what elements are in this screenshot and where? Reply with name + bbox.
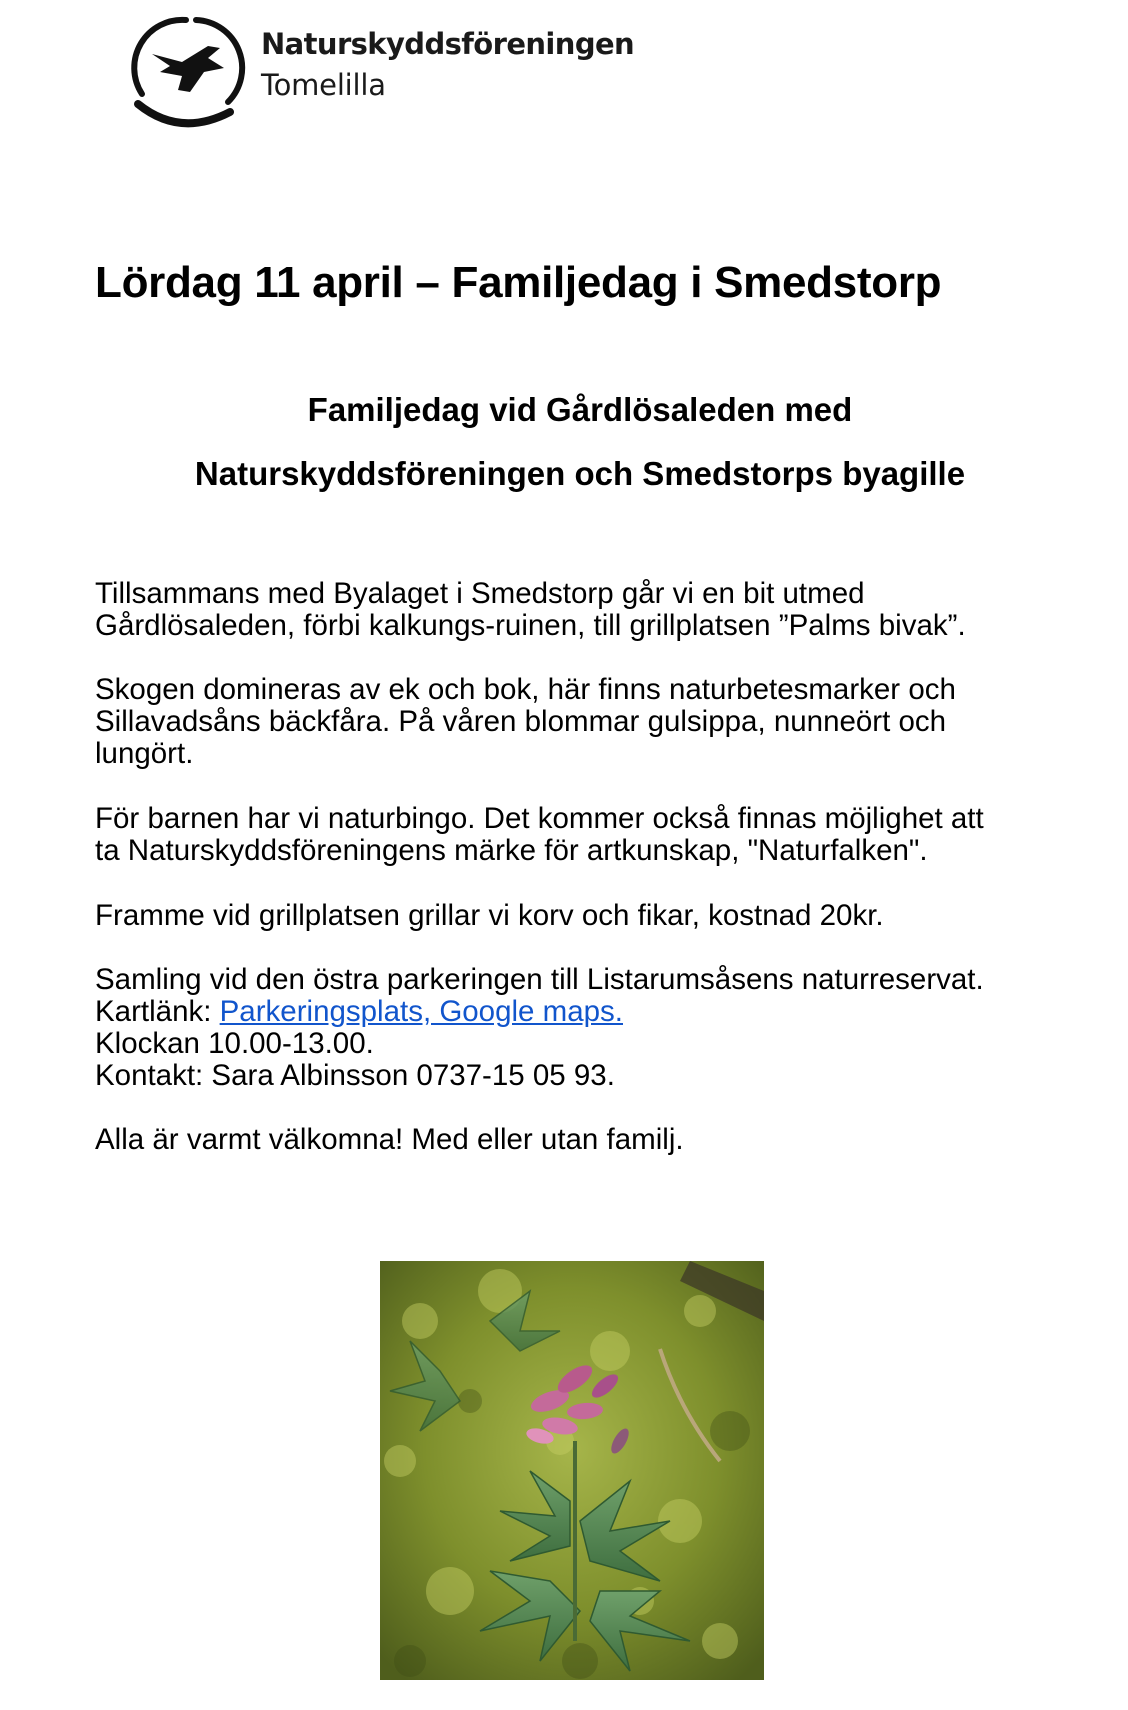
corydalis-flower-image	[380, 1261, 764, 1680]
organization-logo	[124, 10, 644, 130]
time-text: Klockan 10.00-13.00.	[95, 1027, 374, 1060]
map-line	[95, 996, 1105, 1028]
meeting-point-text: Samling vid den östra parkeringen till Listarumsåsens naturreservat.	[95, 963, 984, 996]
intro-paragraph	[95, 578, 1105, 642]
map-link[interactable]: Parkeringsplats, Google maps.	[219, 995, 623, 1028]
event-subtitle-line-2: Naturskyddsföreningen och Smedstorps byagille	[194, 455, 966, 492]
food-line-1: Framme vid grillplatsen grillar vi korv och fikar, kostnad 20kr.	[95, 899, 884, 932]
nature-line-1: Skogen domineras av ek och bok, här finns naturbetesmarker och	[95, 673, 956, 706]
nature-line-3: lungört.	[95, 737, 194, 770]
kids-paragraph	[95, 803, 1105, 867]
kids-line-1: För barnen har vi naturbingo. Det kommer också finnas möjlighet att	[95, 802, 984, 835]
intro-line-1: Tillsammans med Byalaget i Smedstorp går vi en bit utmed	[95, 577, 865, 610]
nature-paragraph	[95, 674, 1105, 770]
event-title: Lördag 11 april – Familjedag i Smedstorp	[95, 258, 942, 307]
map-label: Kartlänk:	[95, 995, 220, 1028]
welcome-line: Alla är varmt välkomna! Med eller utan familj.	[95, 1123, 684, 1156]
contact-text: Kontakt: Sara Albinsson 0737-15 05 93.	[95, 1059, 615, 1092]
event-subtitle-line-1: Familjedag vid Gårdlösaleden med	[307, 391, 853, 428]
welcome-paragraph	[95, 1124, 1105, 1156]
flower-photo	[380, 1261, 764, 1680]
intro-line-2: Gårdlösaleden, förbi kalkungs-ruinen, till grillplatsen ”Palms bivak”.	[95, 609, 966, 642]
nature-line-2: Sillavadsåns bäckfåra. På våren blommar gulsippa, nunneört och	[95, 705, 947, 738]
organization-name: Naturskyddsföreningen	[261, 27, 635, 61]
organization-branch: Tomelilla	[261, 68, 386, 102]
kids-line-2: ta Naturskyddsföreningens märke för artkunskap, "Naturfalken".	[95, 834, 928, 867]
meeting-info-paragraph	[95, 964, 1105, 1092]
swallow-bird-logo-icon	[124, 10, 246, 130]
food-paragraph	[95, 900, 1105, 932]
